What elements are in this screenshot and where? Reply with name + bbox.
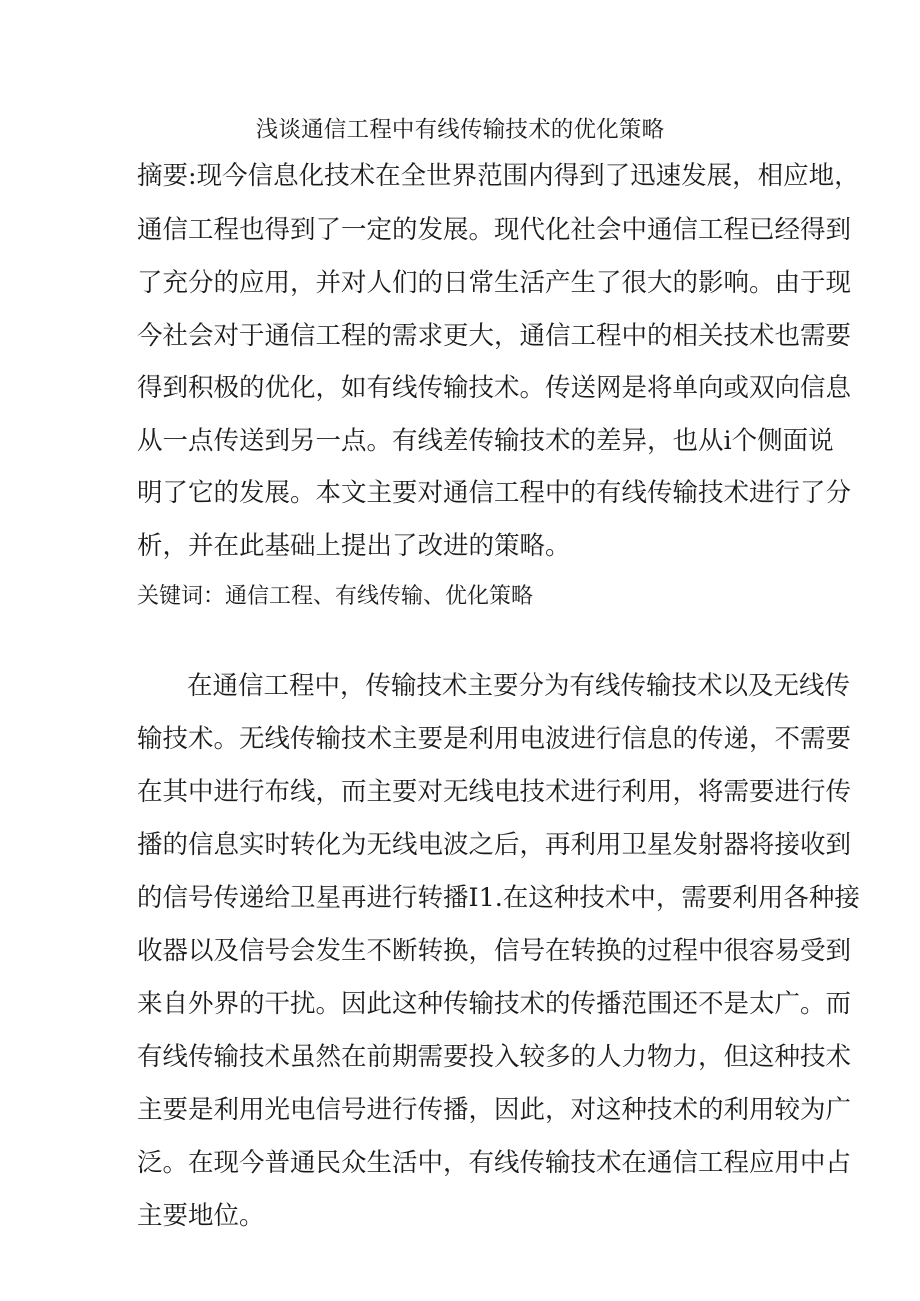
body-line: 输技术。无线传输技术主要是利用电波进行信息的传递，不需要: [137, 724, 852, 754]
abstract-line: 析，并在此基础上提出了改进的策略。: [137, 531, 571, 561]
abstract-line: 了充分的应用，并对人们的日常生活产生了很大的影响。由于现: [137, 268, 852, 298]
body-line: 播的信息实时转化为无线电波之后，再利用卫星发射器将接收到: [137, 830, 852, 860]
body-line: 主要是利用光电信号进行传播，因此，对这种技术的利用较为广: [137, 1095, 852, 1125]
abstract-line: 摘要:现今信息化技术在全世界范围内得到了迅速发展，相应地，: [137, 161, 860, 191]
abstract-line: 明了它的发展。本文主要对通信工程中的有线传输技术进行了分: [137, 478, 852, 508]
abstract-line: 从一点传送到另一点。有线差传输技术的差异，也从i个侧面说: [137, 426, 834, 456]
keywords-line: 关键词：通信工程、有线传输、优化策略: [137, 584, 534, 609]
body-line: 在通信工程中，传输技术主要分为有线传输技术以及无线传: [187, 671, 851, 701]
body-line: 有线传输技术虽然在前期需要投入较多的人力物力，但这种技术: [137, 1042, 852, 1072]
document-title: 浅谈通信工程中有线传输技术的优化策略: [255, 117, 665, 143]
abstract-line: 得到积极的优化，如有线传输技术。传送网是将单向或双向信息: [137, 373, 852, 403]
body-line: 来自外界的干扰。因此这种传输技术的传播范围还不是太广。而: [137, 989, 852, 1019]
body-line: 主要地位。: [137, 1201, 265, 1231]
body-line: 的信号传递给卫星再进行转播I1.在这种技术中，需要利用各种接: [137, 883, 860, 913]
body-line: 在其中进行布线，而主要对无线电技术进行利用，将需要进行传: [137, 777, 852, 807]
body-line: 泛。在现今普通民众生活中，有线传输技术在通信工程应用中占: [137, 1148, 852, 1178]
abstract-line: 今社会对于通信工程的需求更大，通信工程中的相关技术也需要: [137, 321, 852, 351]
abstract-line: 通信工程也得到了一定的发展。现代化社会中通信工程已经得到: [137, 215, 852, 245]
body-line: 收器以及信号会发生不断转换，信号在转换的过程中很容易受到: [137, 936, 852, 966]
